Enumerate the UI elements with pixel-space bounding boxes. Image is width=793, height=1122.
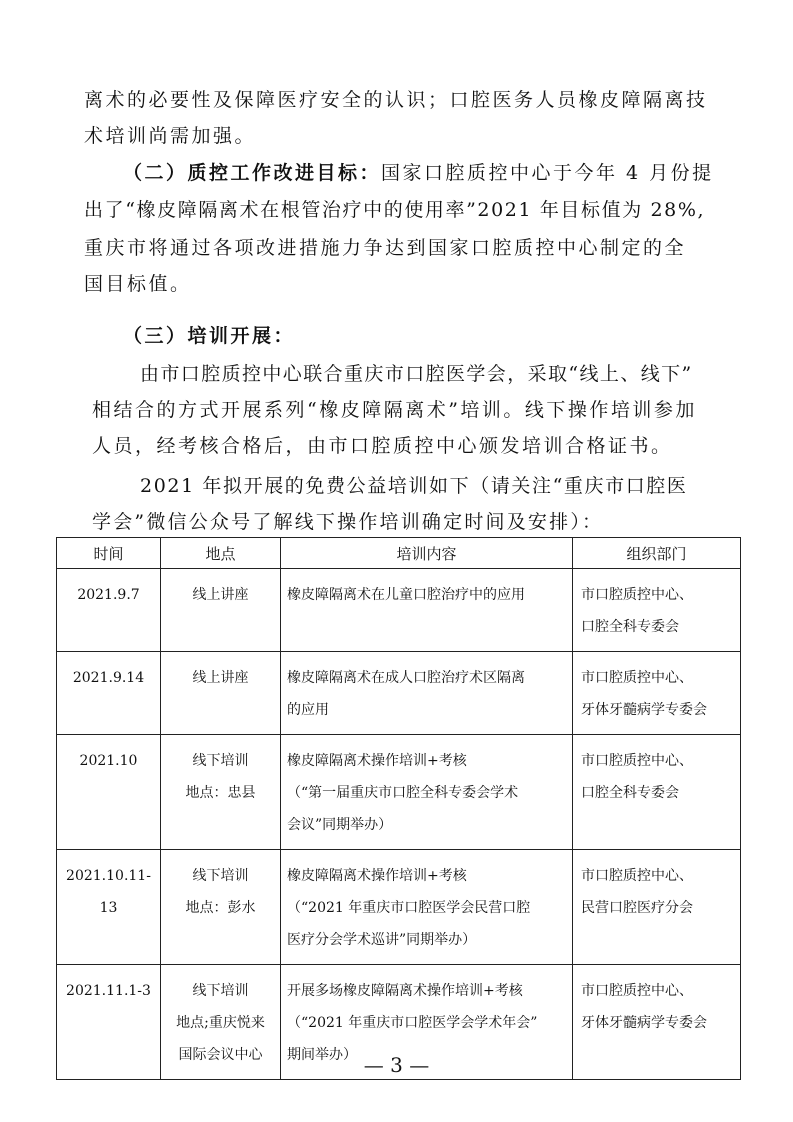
section-heading-quality-goal [123, 160, 714, 186]
column-header-content: 培训内容 [281, 538, 573, 569]
cell-text: 橡皮障隔离术操作培训+考核 [287, 868, 467, 884]
cell-org [573, 569, 741, 652]
cell-text: 开展多场橡皮障隔离术操作培训+考核 [287, 983, 523, 999]
paragraph-line: 相结合的方式开展系列“橡皮障隔离术”培训。线下操作培训参加 [92, 399, 697, 421]
cell-org [573, 735, 741, 850]
cell-text: 市口腔质控中心、 [581, 868, 693, 884]
cell-text: 橡皮障隔离术操作培训+考核 [287, 753, 467, 769]
cell-time [57, 735, 161, 850]
cell-text: 市口腔质控中心、 [581, 587, 693, 603]
cell-text: 线下培训 [192, 753, 249, 769]
cell-text: 的应用 [287, 702, 329, 718]
paragraph-line: 术培训尚需加强。 [84, 125, 257, 147]
cell-text: 地点：彭水 [185, 900, 256, 916]
paragraph-line: 2021 年拟开展的免费公益培训如下（请关注“重庆市口腔医 [140, 475, 688, 497]
table-row [57, 569, 741, 652]
cell-text: 牙体牙髓病学专委会 [581, 1015, 707, 1031]
column-header-org: 组织部门 [573, 538, 741, 569]
cell-text: 市口腔质控中心、 [581, 983, 693, 999]
cell-text: （“2021 年重庆市口腔医学会民营口腔 [287, 900, 531, 916]
cell-time [57, 652, 161, 735]
cell-content [281, 850, 573, 965]
cell-text: 医疗分会学术巡讲”同期举办） [287, 932, 477, 948]
cell-text: 市口腔质控中心、 [581, 670, 693, 686]
cell-content [281, 569, 573, 652]
cell-place [161, 569, 281, 652]
cell-text: 民营口腔医疗分会 [581, 900, 693, 916]
cell-org [573, 652, 741, 735]
cell-text: 线上讲座 [192, 587, 249, 603]
cell-text: 线下培训 [192, 983, 249, 999]
table-row [57, 850, 741, 965]
cell-text: 国际会议中心 [178, 1047, 263, 1063]
cell-text: 市口腔质控中心、 [581, 753, 693, 769]
cell-text: 口腔全科专委会 [581, 785, 679, 801]
paragraph-line: 人员，经考核合格后，由市口腔质控中心颁发培训合格证书。 [92, 435, 673, 457]
cell-text: 口腔全科专委会 [581, 619, 679, 635]
cell-text: 2021.10.11- [66, 868, 151, 884]
cell-text: （“第一届重庆市口腔全科专委会学术 [287, 785, 519, 801]
cell-text: 牙体牙髓病学专委会 [581, 702, 707, 718]
cell-text: 2021.11.1-3 [66, 983, 151, 999]
table-header-row [57, 538, 741, 569]
cell-text: 地点：忠县 [185, 785, 256, 801]
cell-text: 2021.10 [79, 753, 138, 769]
cell-text: 2021.9.7 [77, 587, 140, 603]
table-row [57, 735, 741, 850]
cell-place [161, 850, 281, 965]
training-schedule-table [56, 537, 741, 1080]
section-heading-label: （三）培训开展： [123, 325, 296, 347]
cell-text: 13 [99, 900, 118, 916]
cell-text: 期间举办） [287, 1047, 357, 1063]
paragraph-line: 重庆市将通过各项改进措施力争达到国家口腔质控中心制定的全 [84, 237, 687, 259]
cell-place [161, 652, 281, 735]
section-heading-training [123, 323, 295, 349]
cell-text: 线上讲座 [192, 670, 249, 686]
cell-text: （“2021 年重庆市口腔医学会学术年会” [287, 1015, 538, 1031]
cell-text: 橡皮障隔离术在儿童口腔治疗中的应用 [287, 587, 525, 603]
section-heading-label: （二）质控工作改进目标： [123, 162, 382, 184]
paragraph-line: 学会”微信公众号了解线下操作培训确定时间及安排）： [92, 511, 604, 533]
cell-time [57, 850, 161, 965]
cell-place [161, 735, 281, 850]
cell-content [281, 652, 573, 735]
page-number: — 3 — [363, 1053, 430, 1077]
column-header-time: 时间 [57, 538, 161, 569]
table-row [57, 652, 741, 735]
cell-text: 线下培训 [192, 868, 249, 884]
paragraph-line: 国目标值。 [84, 273, 192, 295]
paragraph-line: 由市口腔质控中心联合重庆市口腔医学会，采取“线上、线下” [140, 363, 693, 385]
paragraph-line: 出了“橡皮障隔离术在根管治疗中的使用率”2021 年目标值为 28%, [84, 199, 706, 221]
column-header-place: 地点 [161, 538, 281, 569]
cell-time [57, 569, 161, 652]
paragraph-line: 离术的必要性及保障医疗安全的认识；口腔医务人员橡皮障隔离技 [84, 89, 708, 111]
cell-text: 会议”同期举办） [287, 817, 393, 833]
paragraph-text: 国家口腔质控中心于今年 4 月份提 [381, 162, 714, 184]
cell-org [573, 850, 741, 965]
cell-text: 地点;重庆悦来 [176, 1015, 265, 1031]
cell-text: 2021.9.14 [72, 670, 145, 686]
cell-content [281, 735, 573, 850]
cell-text: 橡皮障隔离术在成人口腔治疗术区隔离 [287, 670, 525, 686]
